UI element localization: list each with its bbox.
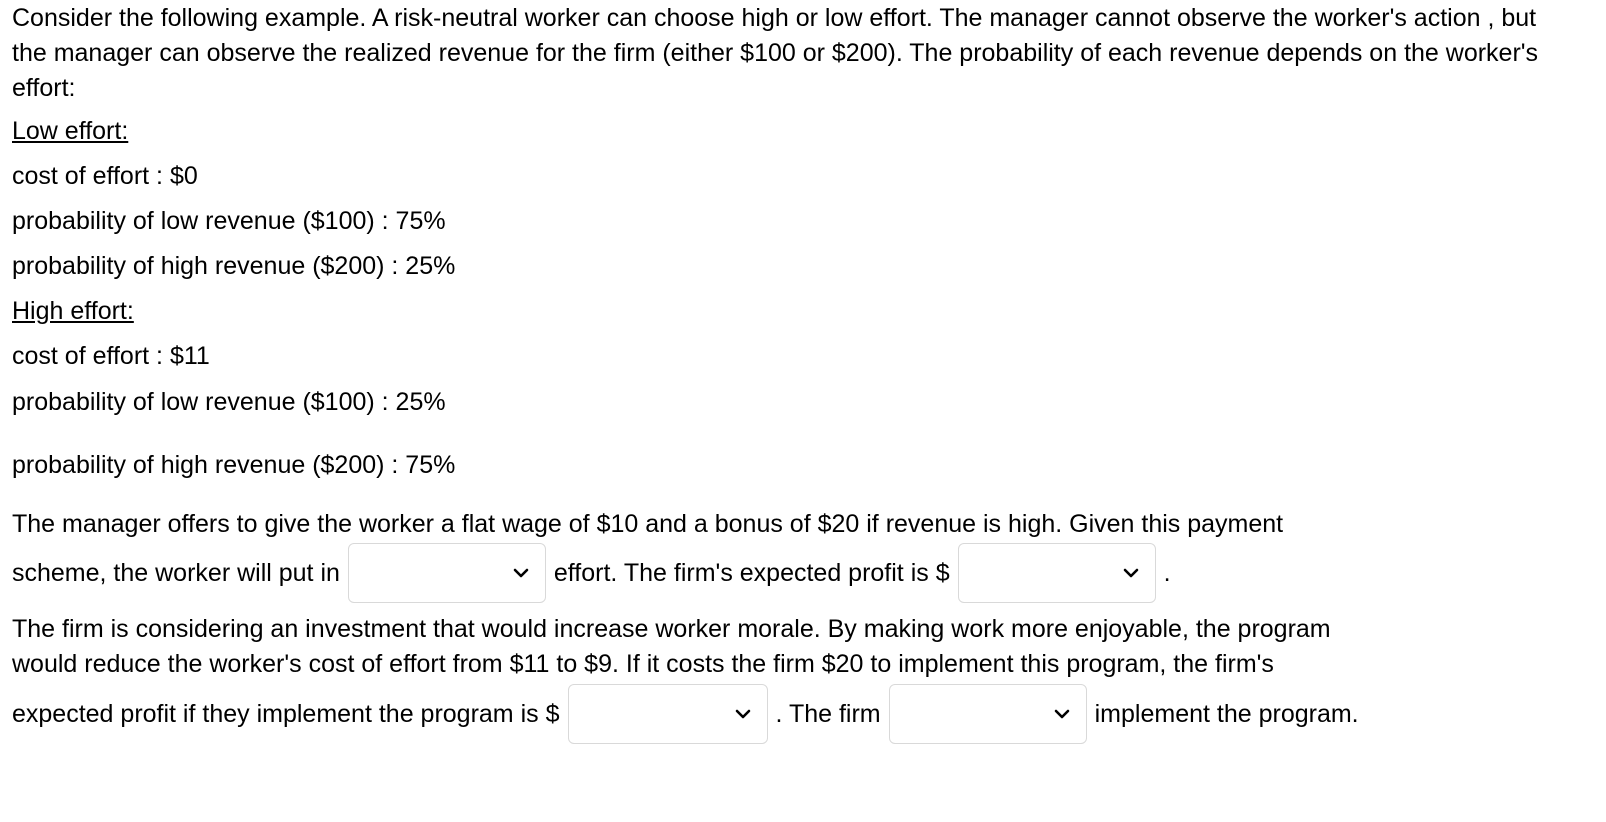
question2-line3 bbox=[12, 683, 1359, 745]
implement-decision-select[interactable] bbox=[889, 684, 1087, 744]
question1-text-b: effort. The firm's expected profit is $ bbox=[553, 558, 950, 587]
question1-text-c: . bbox=[1163, 558, 1171, 587]
effort-level-select[interactable] bbox=[348, 543, 546, 603]
low-effort-cost: cost of effort : $0 bbox=[12, 162, 198, 190]
high-effort-cost: cost of effort : $11 bbox=[12, 342, 210, 370]
chevron-down-icon bbox=[511, 563, 531, 583]
question2-text-b: . The firm bbox=[775, 699, 881, 728]
question2-line2: would reduce the worker's cost of effort from $11 to $9. If it costs the firm $20 to implement this program, the firm's bbox=[12, 650, 1274, 678]
chevron-down-icon bbox=[1052, 704, 1072, 724]
question2-text-a: expected profit if they implement the program is $ bbox=[12, 699, 560, 728]
question1-line2 bbox=[12, 542, 1171, 604]
question2-text-c: implement the program. bbox=[1094, 699, 1359, 728]
question1-line1: The manager offers to give the worker a flat wage of $10 and a bonus of $20 if revenue is high. Given this payment bbox=[12, 510, 1284, 538]
chevron-down-icon bbox=[733, 704, 753, 724]
low-effort-prob-low: probability of low revenue ($100) : 75% bbox=[12, 207, 446, 235]
program-profit-select[interactable] bbox=[568, 684, 768, 744]
chevron-down-icon bbox=[1121, 563, 1141, 583]
intro-paragraph: Consider the following example. A risk-neutral worker can choose high or low effort. The manager cannot observe the worker's action , but the manager can observe the realized revenue for the firm (either $100 or $200). The probability of each revenue depends on the worker's effort: bbox=[12, 4, 1539, 102]
question1-text-a: scheme, the worker will put in bbox=[12, 558, 340, 587]
high-effort-heading: High effort: bbox=[12, 297, 134, 325]
low-effort-heading: Low effort: bbox=[12, 117, 129, 145]
high-effort-prob-low: probability of low revenue ($100) : 25% bbox=[12, 388, 446, 416]
expected-profit-select[interactable] bbox=[958, 543, 1156, 603]
question2-line1: The firm is considering an investment that would increase worker morale. By making work more enjoyable, the program bbox=[12, 615, 1331, 643]
low-effort-prob-high: probability of high revenue ($200) : 25% bbox=[12, 252, 456, 280]
high-effort-prob-high: probability of high revenue ($200) : 75% bbox=[12, 451, 456, 479]
